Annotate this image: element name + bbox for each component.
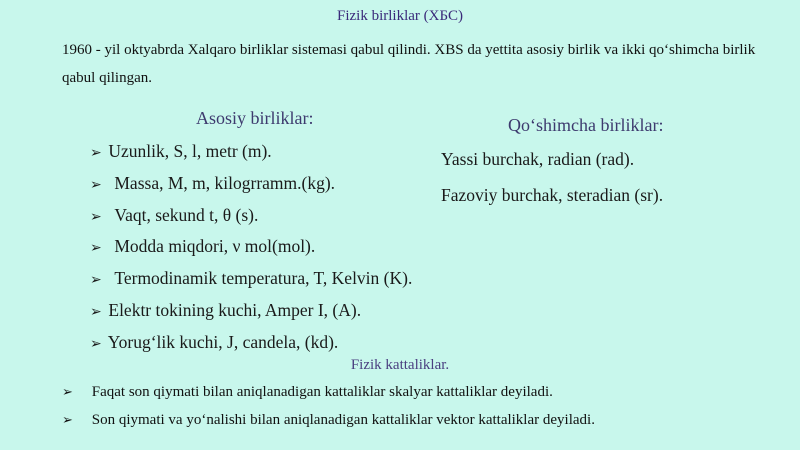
arrow-bullet-icon: ➢ (90, 336, 102, 352)
arrow-bullet-icon: ➢ (90, 272, 102, 288)
supplementary-unit-item: Fazoviy burchak, steradian (sr). (441, 185, 664, 205)
arrow-bullet-icon: ➢ (62, 413, 73, 428)
arrow-bullet-icon: ➢ (90, 209, 102, 225)
supplementary-units-heading: Qo‘shimcha birliklar: (508, 115, 664, 135)
main-unit-text: Yorug‘lik kuchi, J, candela, (kd). (107, 332, 339, 352)
intro-paragraph: 1960 - yil oktyabrda Xalqaro birliklar sistemasi qabul qilindi. XBS da yettita asosiy birlik va ikki qo‘shimcha birlik qabul qilingan. (62, 42, 756, 86)
supplementary-unit-item: Yassi burchak, radian (rad). (441, 149, 635, 169)
main-unit-item (90, 300, 361, 321)
main-unit-item (90, 236, 315, 257)
main-unit-text: Termodinamik temperatura, T, Kelvin (K). (114, 268, 413, 288)
arrow-bullet-icon: ➢ (90, 177, 102, 193)
main-unit-text: Vaqt, sekund t, θ (s). (114, 205, 259, 225)
arrow-bullet-icon: ➢ (90, 145, 102, 161)
main-unit-text: Uzunlik, S, l, metr (m). (108, 141, 272, 161)
main-unit-text: Elektr tokining kuchi, Amper I, (A). (108, 300, 362, 320)
main-unit-item (90, 205, 258, 226)
quantity-definition-item (62, 384, 553, 401)
main-unit-item (90, 268, 412, 289)
arrow-bullet-icon: ➢ (62, 385, 73, 400)
main-unit-text: Modda miqdori, ν mol(mol). (114, 236, 316, 256)
main-unit-item (90, 173, 335, 194)
quantity-definition-text: Faqat son qiymati bilan aniqlanadigan kattaliklar skalyar kattaliklar deyiladi. (91, 384, 553, 400)
quantities-heading: Fizik kattaliklar. (350, 357, 450, 373)
arrow-bullet-icon: ➢ (90, 304, 102, 320)
quantity-definition-item (62, 412, 595, 429)
main-unit-text: Massa, M, m, kilogrramm.(kg). (114, 173, 336, 193)
page-title: Fizik birliklar (XБС) (337, 8, 463, 24)
quantity-definition-text: Son qiymati va yo‘nalishi bilan aniqlanadigan kattaliklar vektor kattaliklar deyiladi. (91, 412, 595, 428)
main-unit-item (90, 332, 338, 353)
arrow-bullet-icon: ➢ (90, 240, 102, 256)
main-unit-item (90, 141, 272, 162)
main-units-heading: Asosiy birliklar: (196, 108, 314, 128)
